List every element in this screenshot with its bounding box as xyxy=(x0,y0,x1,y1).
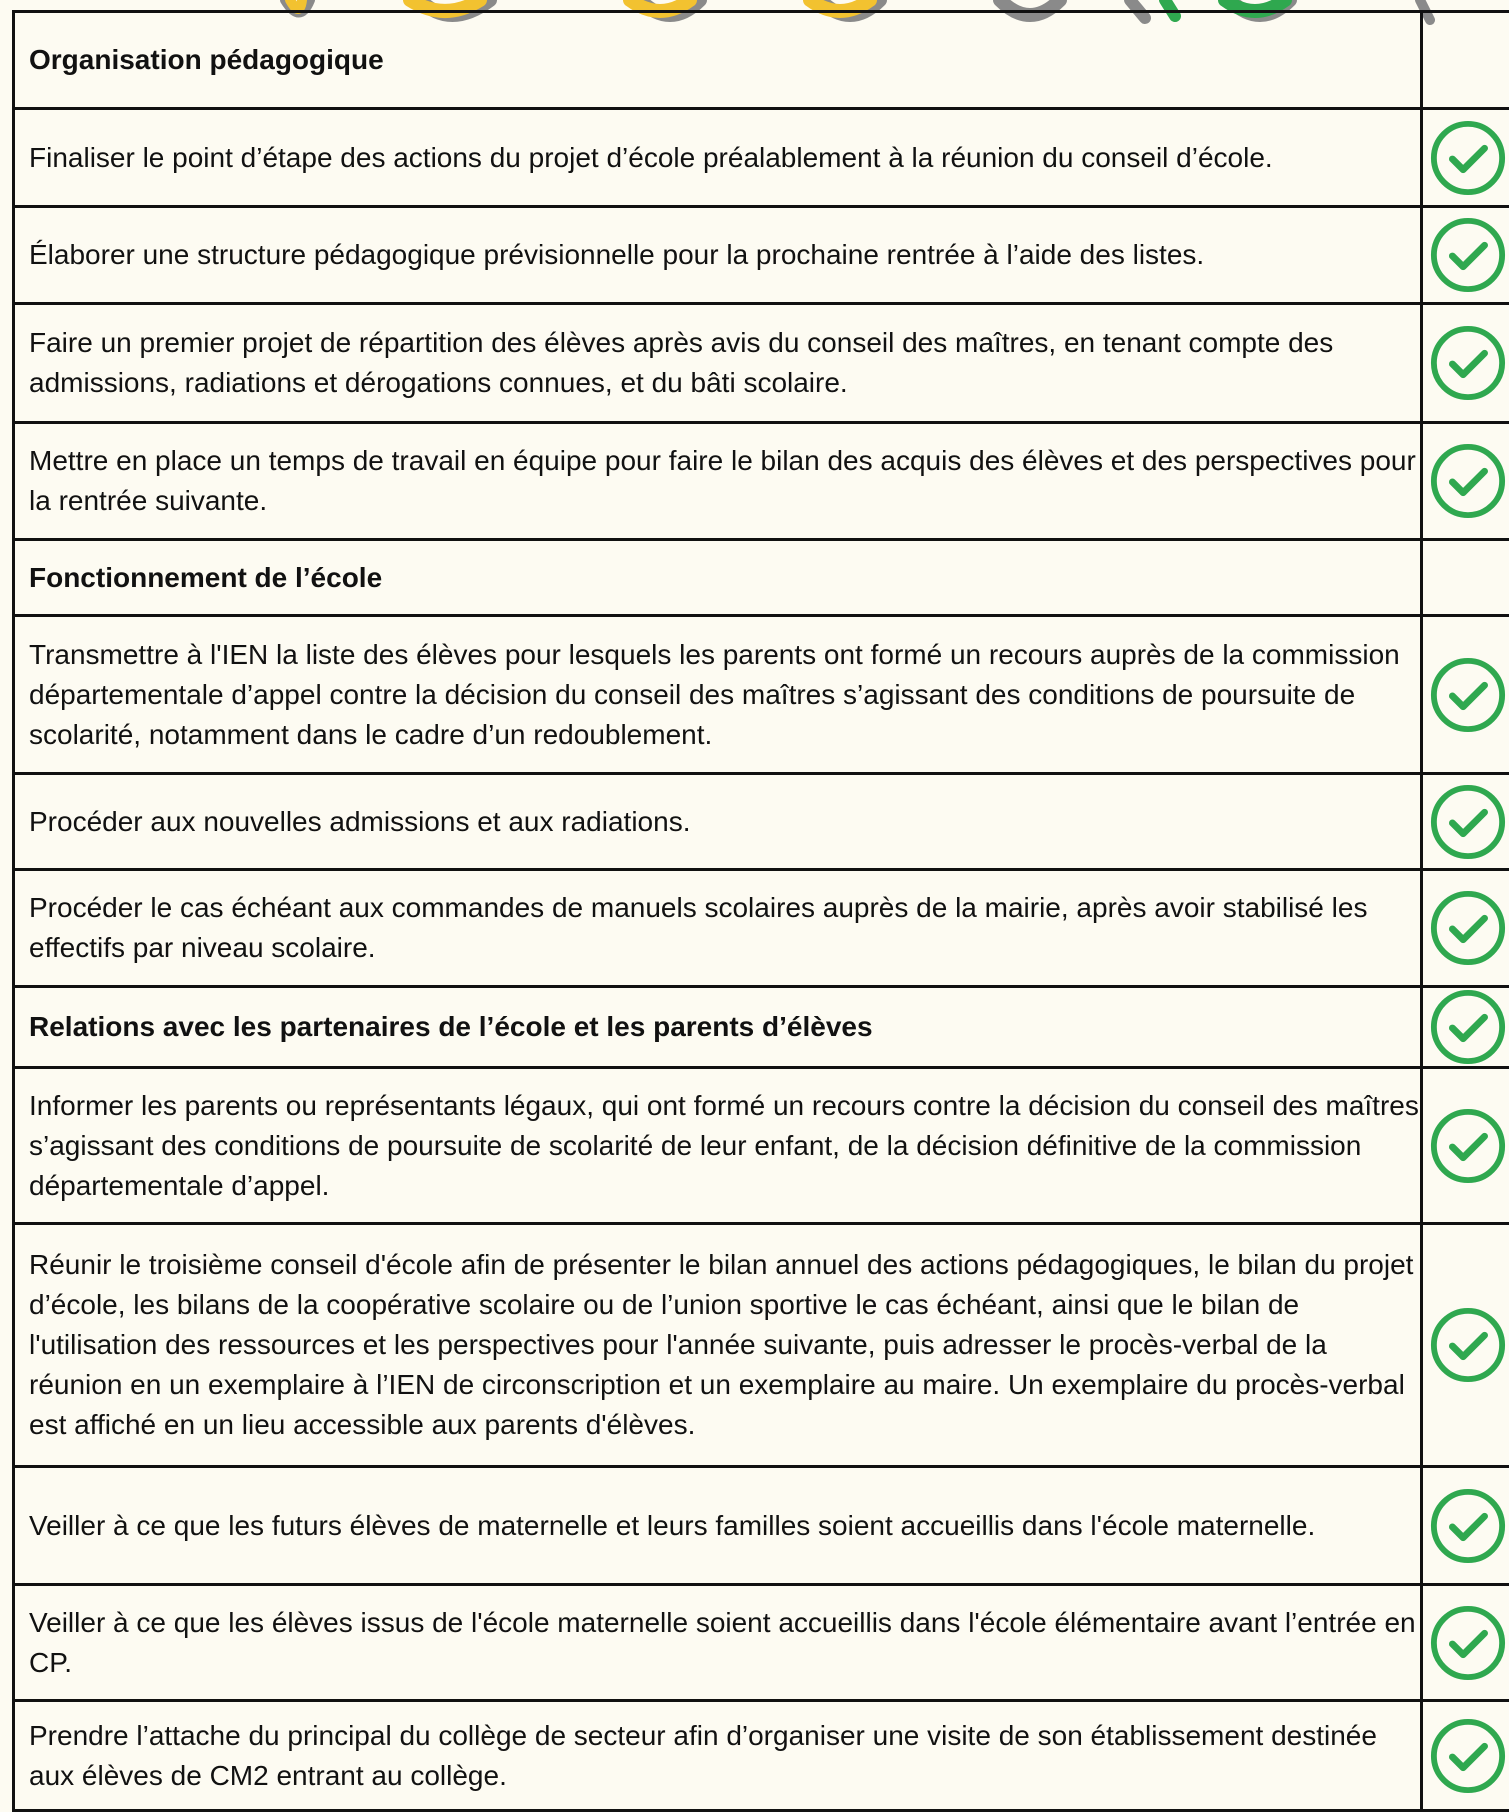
task-text: Transmettre à l'IEN la liste des élèves pour lesquels les parents ont formé un recours auprès de la commission départementale d’appel contre la décision du conseil des maîtres s’agissant des conditions de poursuite de scolarité, notamment dans le cadre d’un redoublement. xyxy=(14,616,1422,774)
status-cell xyxy=(1422,987,1509,1068)
status-cell xyxy=(1422,207,1509,304)
task-text: Informer les parents ou représentants légaux, qui ont formé un recours contre la décision du conseil des maîtres s’agissant des conditions de poursuite de scolarité de leur enfant, de la décision définitive de la commission départementale d’appel. xyxy=(14,1068,1422,1224)
task-text: Élaborer une structure pédagogique prévisionnelle pour la prochaine rentrée à l’aide des listes. xyxy=(14,207,1422,304)
task-text: Relations avec les partenaires de l’école et les parents d’élèves xyxy=(14,987,1422,1068)
section-header-row xyxy=(14,12,1509,109)
task-text: Veiller à ce que les futurs élèves de maternelle et leurs familles soient accueillis dans l'école maternelle. xyxy=(14,1467,1422,1585)
table-row xyxy=(14,1585,1509,1701)
check-circle-icon xyxy=(1429,442,1507,520)
check-circle-icon xyxy=(1429,1107,1507,1185)
table-row xyxy=(14,616,1509,774)
status-cell xyxy=(1422,870,1509,987)
task-text: Mettre en place un temps de travail en équipe pour faire le bilan des acquis des élèves et des perspectives pour la rentrée suivante. xyxy=(14,423,1422,540)
checklist-table xyxy=(12,10,1509,1812)
table-row xyxy=(14,304,1509,423)
task-text: Procéder le cas échéant aux commandes de manuels scolaires auprès de la mairie, après avoir stabilisé les effectifs par niveau scolaire. xyxy=(14,870,1422,987)
check-circle-icon xyxy=(1429,1717,1507,1795)
table-row xyxy=(14,870,1509,987)
task-text: Finaliser le point d’étape des actions du projet d’école préalablement à la réunion du conseil d’école. xyxy=(14,109,1422,207)
task-text: Réunir le troisième conseil d'école afin de présenter le bilan annuel des actions pédagogiques, le bilan du projet d’école, les bilans de la coopérative scolaire ou de l’union sportive le cas échéant, ainsi que le bilan de l'utilisation des ressources et les perspectives pour l'année suivante, puis adresser le procès-verbal de la réunion en un exemplaire à l’IEN de circonscription et un exemplaire au maire. Un exemplaire du procès-verbal est affiché en un lieu accessible aux parents d'élèves. xyxy=(14,1224,1422,1467)
status-cell xyxy=(1422,774,1509,870)
check-circle-icon xyxy=(1429,324,1507,402)
status-cell xyxy=(1422,423,1509,540)
task-text: Faire un premier projet de répartition des élèves après avis du conseil des maîtres, en tenant compte des admissions, radiations et dérogations connues, et du bâti scolaire. xyxy=(14,304,1422,423)
status-cell xyxy=(1422,12,1509,109)
check-circle-icon xyxy=(1429,889,1507,967)
task-text: Fonctionnement de l’école xyxy=(14,540,1422,616)
table-row xyxy=(14,1068,1509,1224)
table-row xyxy=(14,774,1509,870)
task-text: Veiller à ce que les élèves issus de l'école maternelle soient accueillis dans l'école élémentaire avant l’entrée en CP. xyxy=(14,1585,1422,1701)
table-row xyxy=(14,207,1509,304)
table-row xyxy=(14,1467,1509,1585)
table-row xyxy=(14,1701,1509,1811)
check-circle-icon xyxy=(1429,1604,1507,1682)
check-circle-icon xyxy=(1429,783,1507,861)
status-cell xyxy=(1422,616,1509,774)
status-cell xyxy=(1422,1585,1509,1701)
check-circle-icon xyxy=(1429,988,1507,1066)
check-circle-icon xyxy=(1429,216,1507,294)
check-circle-icon xyxy=(1429,119,1507,197)
status-cell xyxy=(1422,1224,1509,1467)
status-cell xyxy=(1422,304,1509,423)
check-circle-icon xyxy=(1429,1487,1507,1565)
status-cell xyxy=(1422,1467,1509,1585)
task-text: Prendre l’attache du principal du collège de secteur afin d’organiser une visite de son établissement destinée aux élèves de CM2 entrant au collège. xyxy=(14,1701,1422,1811)
check-circle-icon xyxy=(1429,1306,1507,1384)
status-cell xyxy=(1422,1068,1509,1224)
check-circle-icon xyxy=(1429,656,1507,734)
table-row xyxy=(14,1224,1509,1467)
table-row xyxy=(14,423,1509,540)
table-row xyxy=(14,109,1509,207)
section-header-row xyxy=(14,987,1509,1068)
section-header-row xyxy=(14,540,1509,616)
task-text: Procéder aux nouvelles admissions et aux radiations. xyxy=(14,774,1422,870)
task-text: Organisation pédagogique xyxy=(14,12,1422,109)
status-cell xyxy=(1422,1701,1509,1811)
status-cell xyxy=(1422,109,1509,207)
status-cell xyxy=(1422,540,1509,616)
